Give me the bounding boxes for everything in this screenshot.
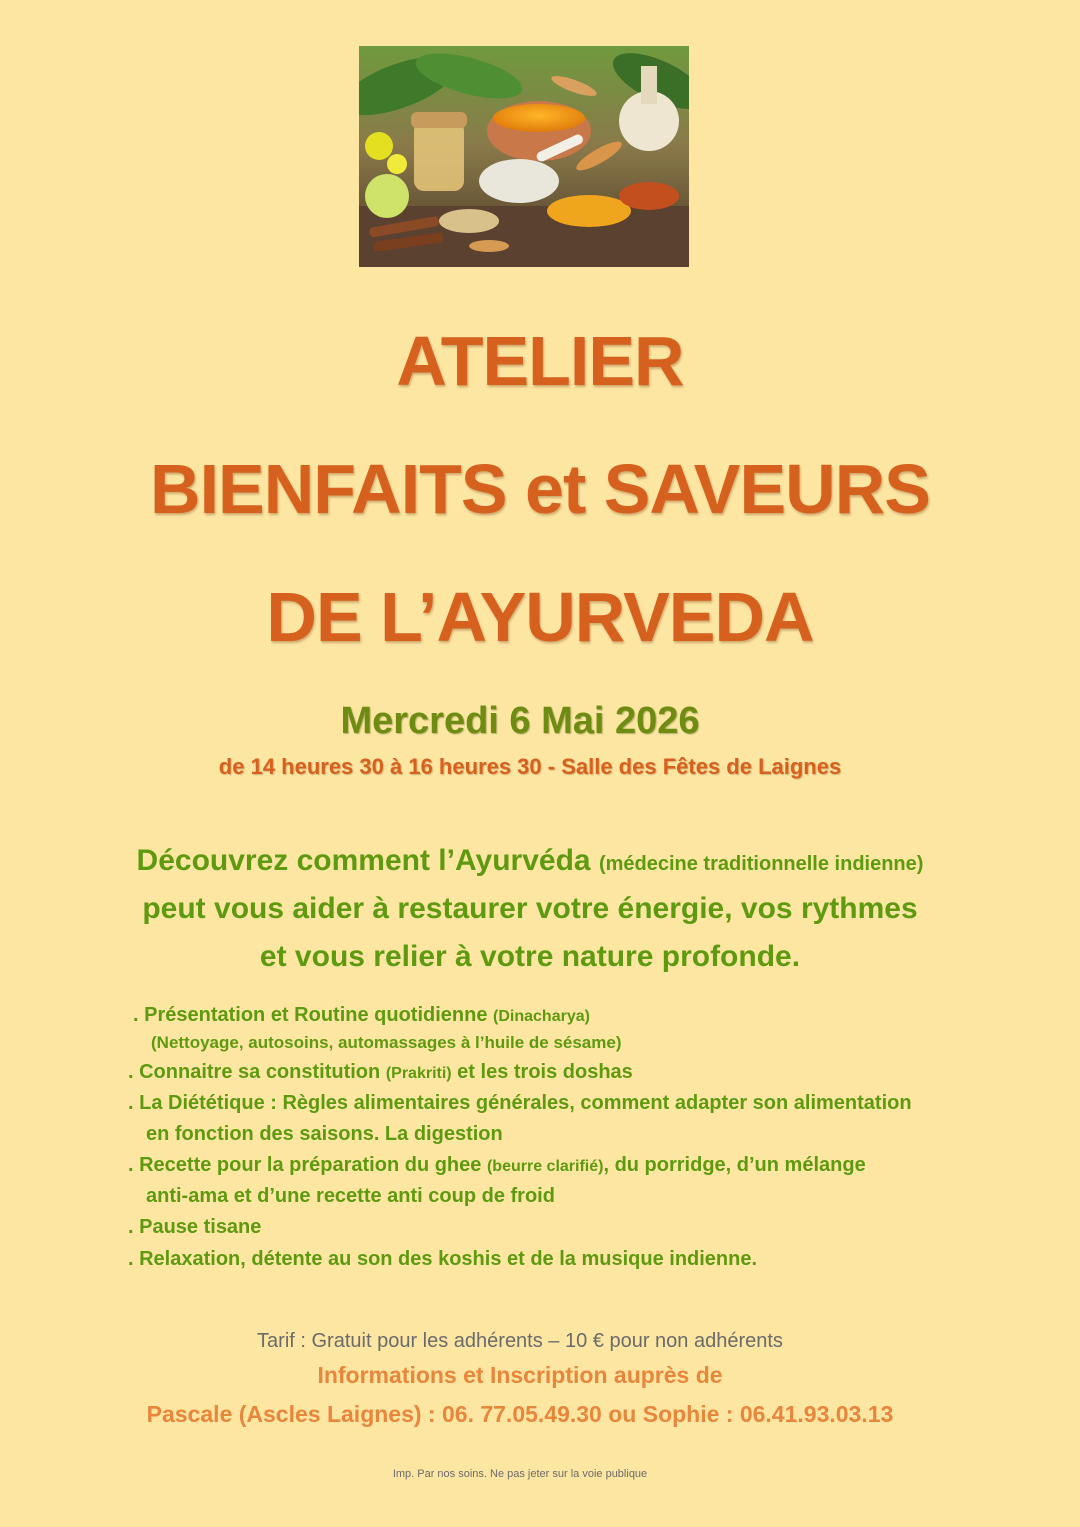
program-item-dietetique-line-2: en fonction des saisons. La digestion bbox=[146, 1123, 503, 1145]
intro-line-1-main: Découvrez comment l’Ayurvéda bbox=[136, 844, 591, 877]
program-item-dietetique: . La Diététique : Règles alimentaires générales, comment adapter son alimentation bbox=[128, 1092, 912, 1114]
contact-phones: Pascale (Ascles Laignes) : 06. 77.05.49.30 ou Sophie : 06.41.93.03.13 bbox=[146, 1401, 894, 1427]
program-item-2-small: (Prakriti) bbox=[385, 1065, 452, 1082]
program-item-1-small: (Dinacharya) bbox=[493, 1008, 590, 1025]
program-item-2-main: . Connaitre sa constitution bbox=[128, 1061, 381, 1083]
program-item-recette-line-2: anti-ama et d’une recette anti coup de froid bbox=[146, 1185, 555, 1207]
title-bienfaits: BIENFAITS et SAVEURS bbox=[150, 450, 930, 528]
intro-line-1-small: (médecine traditionnelle indienne) bbox=[598, 853, 924, 875]
intro-line-3: et vous relier à votre nature profonde. bbox=[259, 940, 801, 973]
program-item-constitution bbox=[128, 1061, 633, 1084]
title-atelier: ATELIER bbox=[396, 322, 684, 400]
title-ayurveda: DE L’AYURVEDA bbox=[266, 578, 814, 656]
print-note: Imp. Par nos soins. Ne pas jeter sur la voie publique bbox=[392, 1468, 648, 1480]
program-item-recette bbox=[128, 1154, 866, 1177]
event-date: Mercredi 6 Mai 2026 bbox=[340, 700, 700, 742]
program-item-4-end: , du porridge, d’un mélange bbox=[603, 1154, 866, 1176]
intro-line-2: peut vous aider à restaurer votre énergie, vos rythmes bbox=[142, 892, 918, 925]
tarif-text: Tarif : Gratuit pour les adhérents – 10 € pour non adhérents bbox=[257, 1330, 783, 1352]
intro-line-1 bbox=[0, 844, 1060, 878]
info-heading: Informations et Inscription auprès de bbox=[317, 1362, 723, 1388]
ayurveda-spices-photo bbox=[359, 46, 689, 267]
program-item-1-main: . Présentation et Routine quotidienne bbox=[133, 1004, 488, 1026]
program-item-4-small: (beurre clarifié) bbox=[486, 1158, 604, 1175]
program-item-pause: . Pause tisane bbox=[128, 1216, 262, 1238]
program-item-relaxation: . Relaxation, détente au son des koshis et de la musique indienne. bbox=[128, 1248, 758, 1270]
program-item-4-main: . Recette pour la préparation du ghee bbox=[128, 1154, 482, 1176]
program-item-presentation bbox=[133, 1004, 590, 1027]
program-item-presentation-sub: (Nettoyage, autosoins, automassages à l’huile de sésame) bbox=[151, 1033, 622, 1052]
program-item-2-end: et les trois doshas bbox=[457, 1061, 633, 1083]
event-time-place: de 14 heures 30 à 16 heures 30 - Salle des Fêtes de Laignes bbox=[218, 754, 842, 779]
